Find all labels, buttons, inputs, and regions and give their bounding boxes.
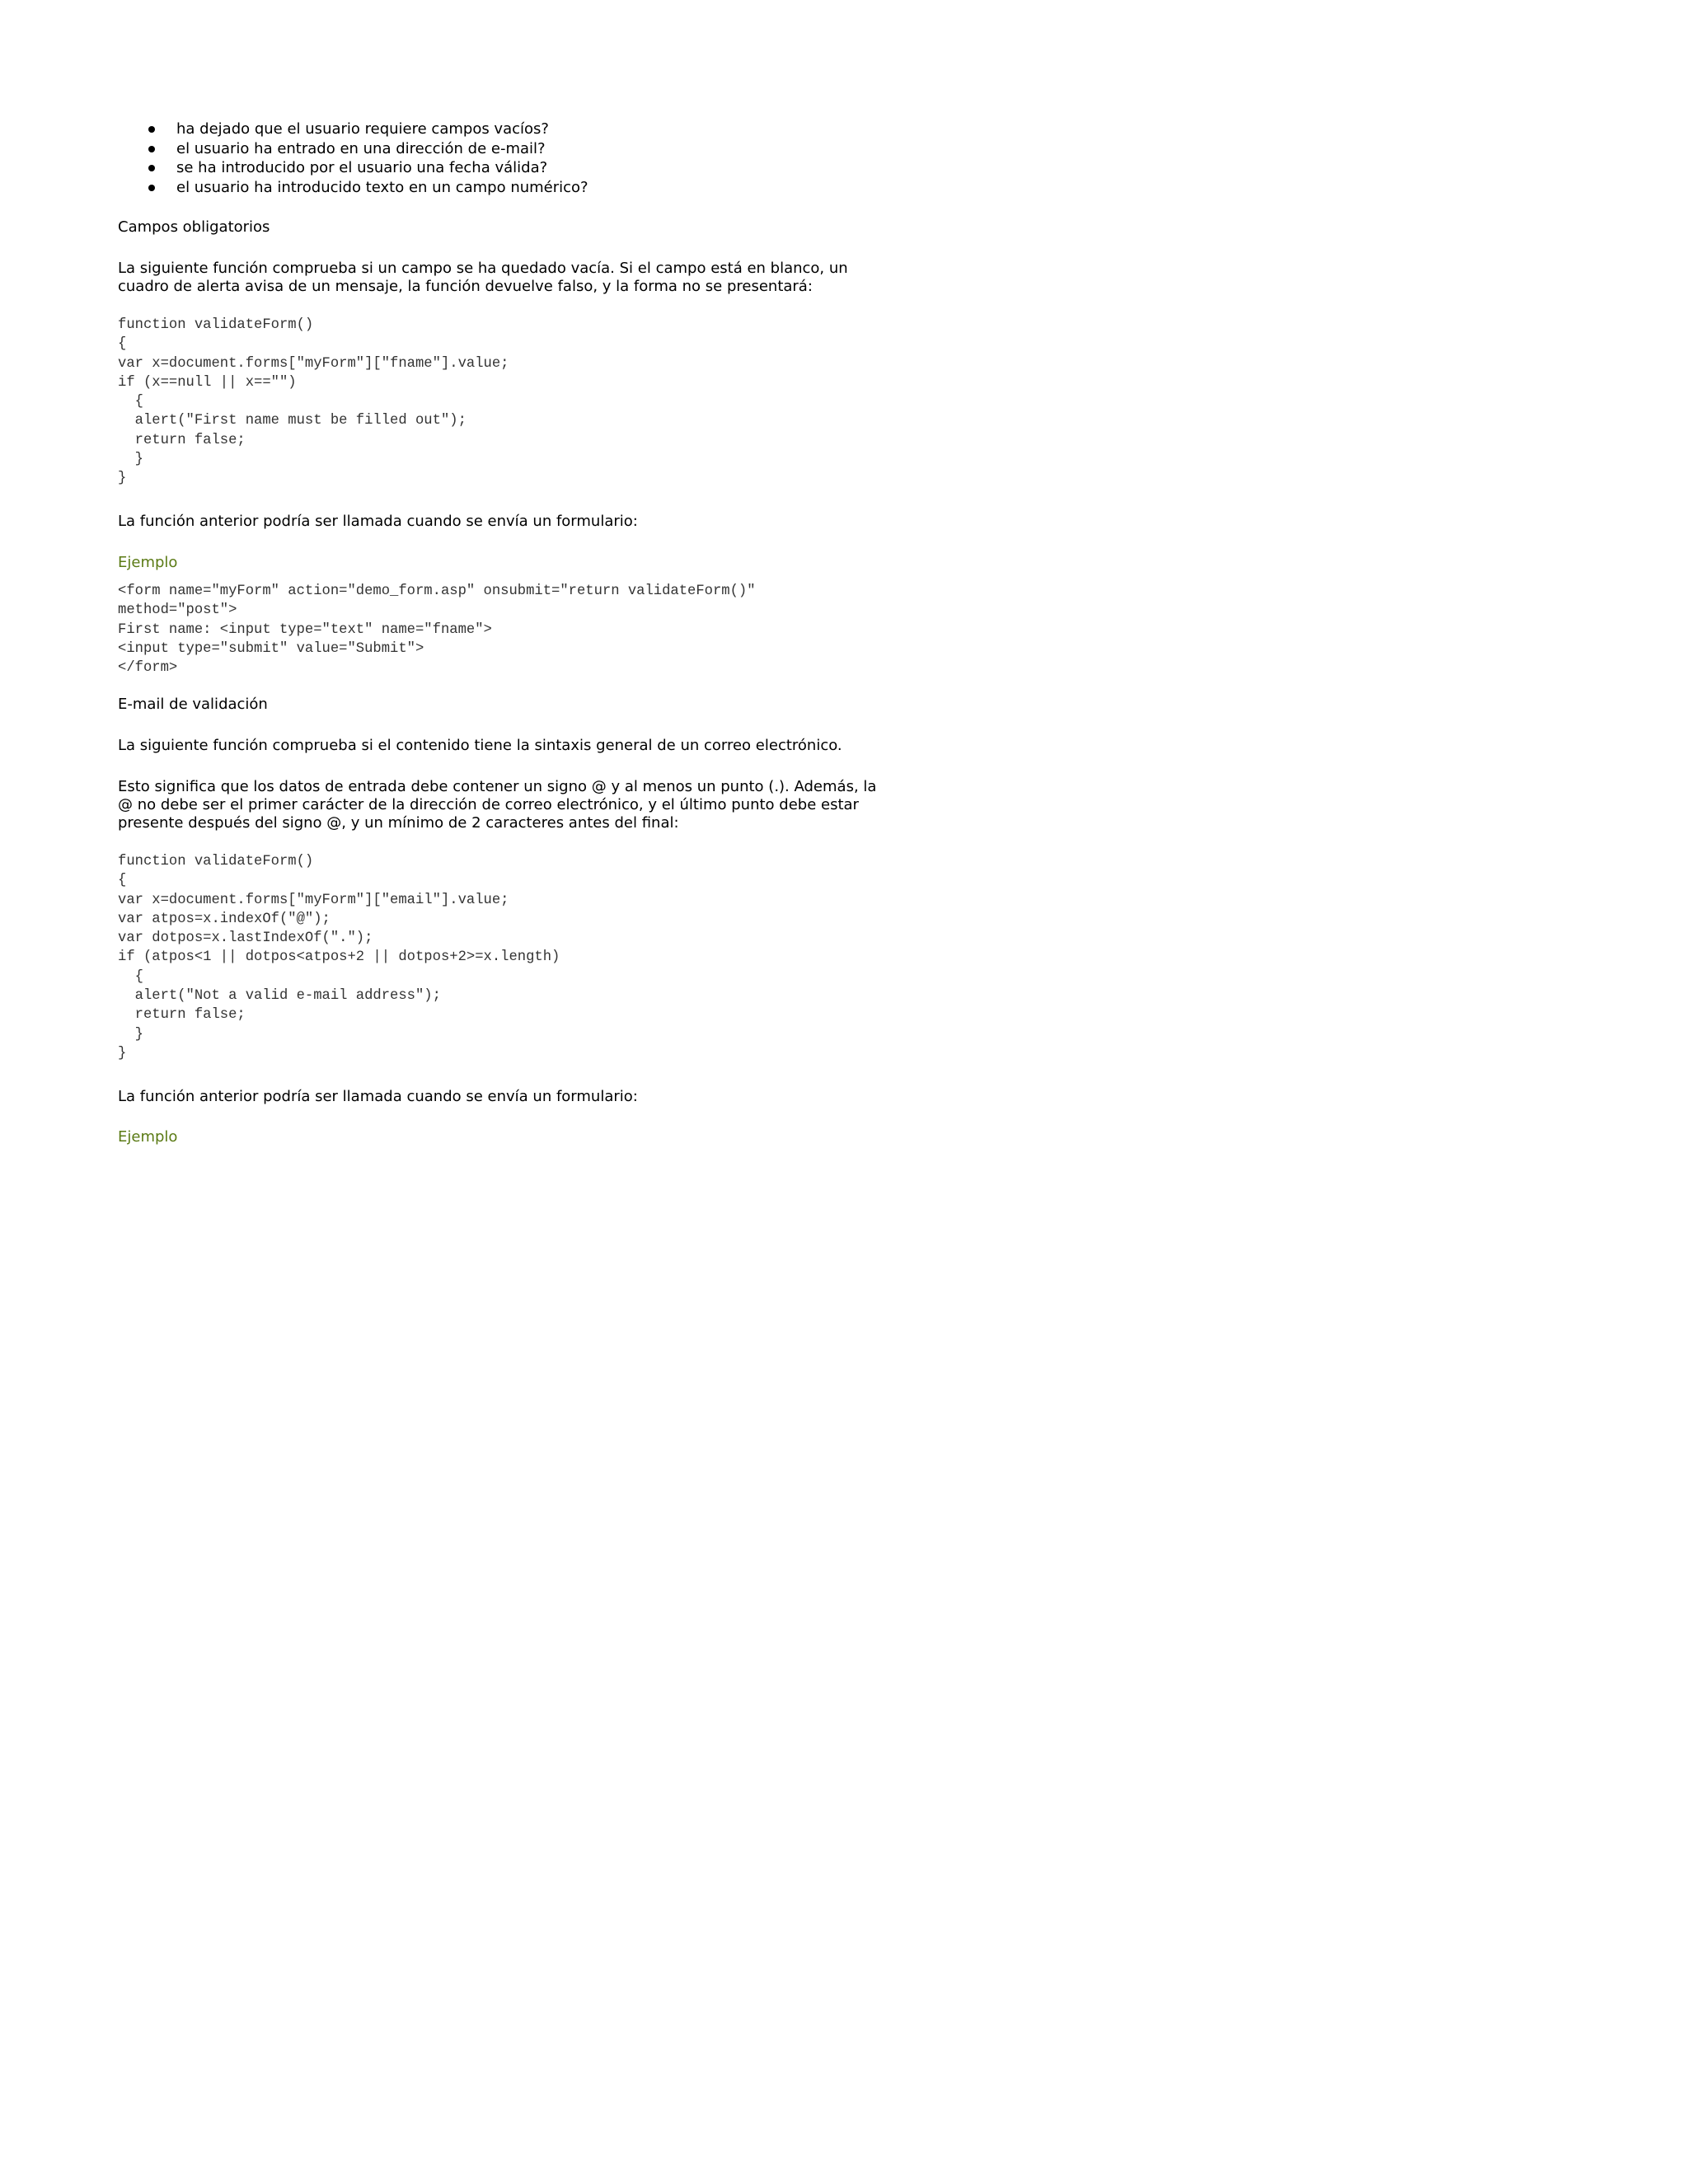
section-heading-email-validation: E-mail de validación xyxy=(118,696,268,713)
code-block-required-fields: function validateForm() { var x=document.forms["myForm"]["fname"].value; if (x==null || x=="") { alert("First name must be filled out"); return false; } } xyxy=(118,317,509,487)
list-item-text: el usuario ha entrado en una dirección de e-mail? xyxy=(176,139,546,157)
paragraph-required-fields: La siguiente función comprueba si un campo se ha quedado vacía. Si el campo está en blanco, un cuadro de alerta avisa de un mensaje, la función devuelve falso, y la forma no se presentará: xyxy=(118,260,848,295)
list-item-text: ha dejado que el usuario requiere campos vacíos? xyxy=(176,120,549,138)
bullet-icon xyxy=(148,126,155,133)
bullet-icon xyxy=(148,185,155,191)
list-item-text: el usuario ha introducido texto en un campo numérico? xyxy=(176,178,588,196)
bullet-icon xyxy=(148,146,155,152)
paragraph-email-rules: Esto significa que los datos de entrada debe contener un signo @ y al menos un punto (.). Además, la @ no debe ser el primer carácter de la dirección de correo electrónico, y el último punto debe estar presente después del signo @, y un mínimo de 2 caracteres antes del final: xyxy=(118,778,877,832)
example-heading-2: Ejemplo xyxy=(118,1128,178,1146)
code-block-email-validation: function validateForm() { var x=document.forms["myForm"]["email"].value; var atpos=x.indexOf("@"); var dotpos=x.lastIndexOf("."); if (atpos<1 || dotpos<atpos+2 || dotpos+2>=x.length) { alert("Not a valid e-mail address"); return false; } } xyxy=(118,854,560,1062)
paragraph-call-on-submit-2: La función anterior podría ser llamada cuando se envía un formulario: xyxy=(118,1088,638,1105)
code-block-form-example: <form name="myForm" action="demo_form.asp" onsubmit="return validateForm()" method="post"> First name: <input type="text" name="fname"> <input type="submit" value="Submit"> </form> xyxy=(118,583,756,677)
document-page xyxy=(0,0,1009,1305)
example-heading: Ejemplo xyxy=(118,554,178,571)
list-item xyxy=(118,139,588,159)
list-item-text: se ha introducido por el usuario una fecha válida? xyxy=(176,159,548,176)
list-item xyxy=(118,158,588,178)
list-item xyxy=(118,178,588,198)
paragraph-email-syntax: La siguiente función comprueba si el contenido tiene la sintaxis general de un correo electrónico. xyxy=(118,737,842,754)
list-item xyxy=(118,120,588,139)
paragraph-call-on-submit: La función anterior podría ser llamada cuando se envía un formulario: xyxy=(118,513,638,530)
validation-questions-list xyxy=(118,120,588,197)
bullet-icon xyxy=(148,165,155,171)
section-heading-required-fields: Campos obligatorios xyxy=(118,218,270,236)
